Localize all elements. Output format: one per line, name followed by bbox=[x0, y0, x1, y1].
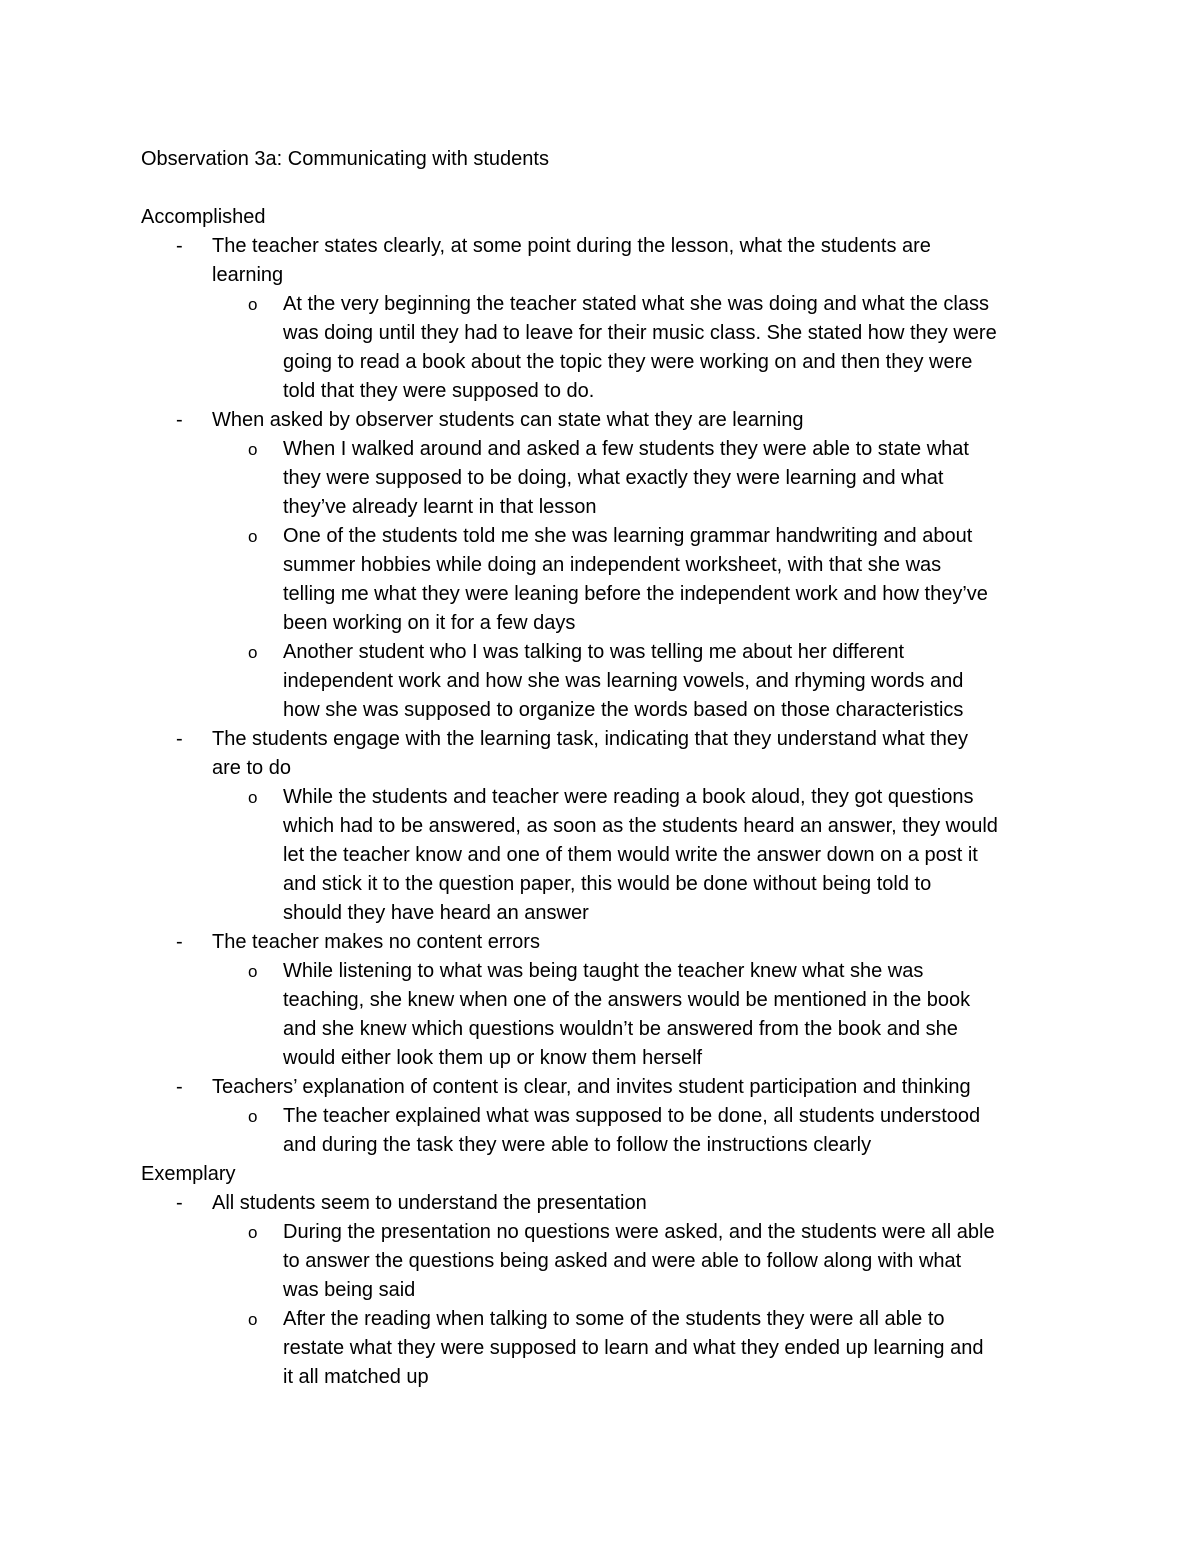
section-heading-line bbox=[0, 203, 1200, 232]
evidence-text: At the very beginning the teacher stated what she was doing and what the class bbox=[283, 293, 989, 315]
dash-bullet: - bbox=[176, 931, 183, 953]
criterion-text: The students engage with the learning task, indicating that they understand what they bbox=[212, 728, 969, 750]
dash-bullet: - bbox=[176, 1192, 183, 1214]
evidence-text: told that they were supposed to do. bbox=[283, 380, 595, 402]
evidence-line bbox=[0, 1044, 1200, 1073]
evidence-line bbox=[0, 464, 1200, 493]
evidence-text: would either look them up or know them herself bbox=[283, 1047, 703, 1069]
evidence-line bbox=[0, 1305, 1200, 1334]
evidence-text: they were supposed to be doing, what exactly they were learning and what bbox=[283, 467, 944, 489]
evidence-line bbox=[0, 1276, 1200, 1305]
evidence-text: it all matched up bbox=[283, 1366, 429, 1388]
evidence-text: When I walked around and asked a few students they were able to state what bbox=[283, 438, 969, 460]
criterion-line bbox=[0, 1073, 1200, 1102]
evidence-text: they’ve already learnt in that lesson bbox=[283, 496, 597, 518]
evidence-text: going to read a book about the topic they were working on and then they were bbox=[283, 351, 973, 373]
evidence-line bbox=[0, 348, 1200, 377]
circle-bullet: o bbox=[248, 295, 258, 314]
circle-bullet: o bbox=[248, 527, 258, 546]
evidence-line bbox=[0, 812, 1200, 841]
evidence-line bbox=[0, 290, 1200, 319]
document-title: Observation 3a: Communicating with students bbox=[141, 148, 549, 170]
evidence-text: was doing until they had to leave for their music class. She stated how they were bbox=[283, 322, 997, 344]
evidence-line bbox=[0, 1247, 1200, 1276]
evidence-text: been working on it for a few days bbox=[283, 612, 576, 634]
evidence-text: restate what they were supposed to learn and what they ended up learning and bbox=[283, 1337, 984, 1359]
evidence-line bbox=[0, 1015, 1200, 1044]
circle-bullet: o bbox=[248, 788, 258, 807]
evidence-line bbox=[0, 493, 1200, 522]
criterion-line bbox=[0, 406, 1200, 435]
evidence-line bbox=[0, 783, 1200, 812]
evidence-line bbox=[0, 696, 1200, 725]
circle-bullet: o bbox=[248, 962, 258, 981]
evidence-line bbox=[0, 667, 1200, 696]
evidence-text: was being said bbox=[283, 1279, 416, 1301]
evidence-text: which had to be answered, as soon as the students heard an answer, they would bbox=[283, 815, 998, 837]
dash-bullet: - bbox=[176, 235, 183, 257]
criterion-text: The teacher makes no content errors bbox=[212, 931, 540, 953]
section-heading: Accomplished bbox=[141, 206, 266, 228]
criterion-text: are to do bbox=[212, 757, 291, 779]
criterion-text: All students seem to understand the presentation bbox=[212, 1192, 647, 1214]
evidence-line bbox=[0, 522, 1200, 551]
evidence-text: and during the task they were able to follow the instructions clearly bbox=[283, 1134, 872, 1156]
criterion-text: Teachers’ explanation of content is clear, and invites student participation and thinking bbox=[212, 1076, 971, 1098]
evidence-line bbox=[0, 319, 1200, 348]
dash-bullet: - bbox=[176, 728, 183, 750]
circle-bullet: o bbox=[248, 643, 258, 662]
evidence-line bbox=[0, 580, 1200, 609]
evidence-line bbox=[0, 1363, 1200, 1392]
evidence-text: to answer the questions being asked and were able to follow along with what bbox=[283, 1250, 962, 1272]
evidence-text: independent work and how she was learning vowels, and rhyming words and bbox=[283, 670, 964, 692]
evidence-text: telling me what they were leaning before the independent work and how they’ve bbox=[283, 583, 988, 605]
evidence-text: and she knew which questions wouldn’t be answered from the book and she bbox=[283, 1018, 958, 1040]
criterion-text: The teacher states clearly, at some point during the lesson, what the students are bbox=[212, 235, 931, 257]
evidence-line bbox=[0, 957, 1200, 986]
evidence-text: While the students and teacher were reading a book aloud, they got questions bbox=[283, 786, 974, 808]
evidence-text: The teacher explained what was supposed to be done, all students understood bbox=[283, 1105, 981, 1127]
evidence-line bbox=[0, 638, 1200, 667]
evidence-line bbox=[0, 377, 1200, 406]
section-heading: Exemplary bbox=[141, 1163, 236, 1185]
evidence-text: let the teacher know and one of them would write the answer down on a post it bbox=[283, 844, 978, 866]
evidence-text: should they have heard an answer bbox=[283, 902, 589, 924]
criterion-line bbox=[0, 1189, 1200, 1218]
evidence-line bbox=[0, 870, 1200, 899]
evidence-text: While listening to what was being taught the teacher knew what she was bbox=[283, 960, 924, 982]
evidence-line bbox=[0, 1218, 1200, 1247]
evidence-line bbox=[0, 435, 1200, 464]
evidence-line bbox=[0, 986, 1200, 1015]
evidence-line bbox=[0, 899, 1200, 928]
evidence-text: how she was supposed to organize the words based on those characteristics bbox=[283, 699, 964, 721]
criterion-text: learning bbox=[212, 264, 284, 286]
evidence-line bbox=[0, 1131, 1200, 1160]
dash-bullet: - bbox=[176, 1076, 183, 1098]
circle-bullet: o bbox=[248, 1310, 258, 1329]
evidence-text: and stick it to the question paper, this would be done without being told to bbox=[283, 873, 932, 895]
section-heading-line bbox=[0, 1160, 1200, 1189]
criterion-line bbox=[0, 261, 1200, 290]
evidence-line bbox=[0, 551, 1200, 580]
criterion-line bbox=[0, 232, 1200, 261]
criterion-line bbox=[0, 725, 1200, 754]
evidence-text: During the presentation no questions were asked, and the students were all able bbox=[283, 1221, 995, 1243]
evidence-text: One of the students told me she was learning grammar handwriting and about bbox=[283, 525, 973, 547]
evidence-line bbox=[0, 609, 1200, 638]
evidence-line bbox=[0, 841, 1200, 870]
evidence-text: summer hobbies while doing an independent worksheet, with that she was bbox=[283, 554, 942, 576]
evidence-text: After the reading when talking to some of the students they were all able to bbox=[283, 1308, 945, 1330]
evidence-text: teaching, she knew when one of the answers would be mentioned in the book bbox=[283, 989, 971, 1011]
evidence-line bbox=[0, 1102, 1200, 1131]
criterion-line bbox=[0, 928, 1200, 957]
dash-bullet: - bbox=[176, 409, 183, 431]
evidence-line bbox=[0, 1334, 1200, 1363]
document-title-line bbox=[0, 145, 1200, 174]
circle-bullet: o bbox=[248, 1223, 258, 1242]
circle-bullet: o bbox=[248, 1107, 258, 1126]
circle-bullet: o bbox=[248, 440, 258, 459]
evidence-text: Another student who I was talking to was telling me about her different bbox=[283, 641, 905, 663]
criterion-text: When asked by observer students can state what they are learning bbox=[212, 409, 804, 431]
criterion-line bbox=[0, 754, 1200, 783]
